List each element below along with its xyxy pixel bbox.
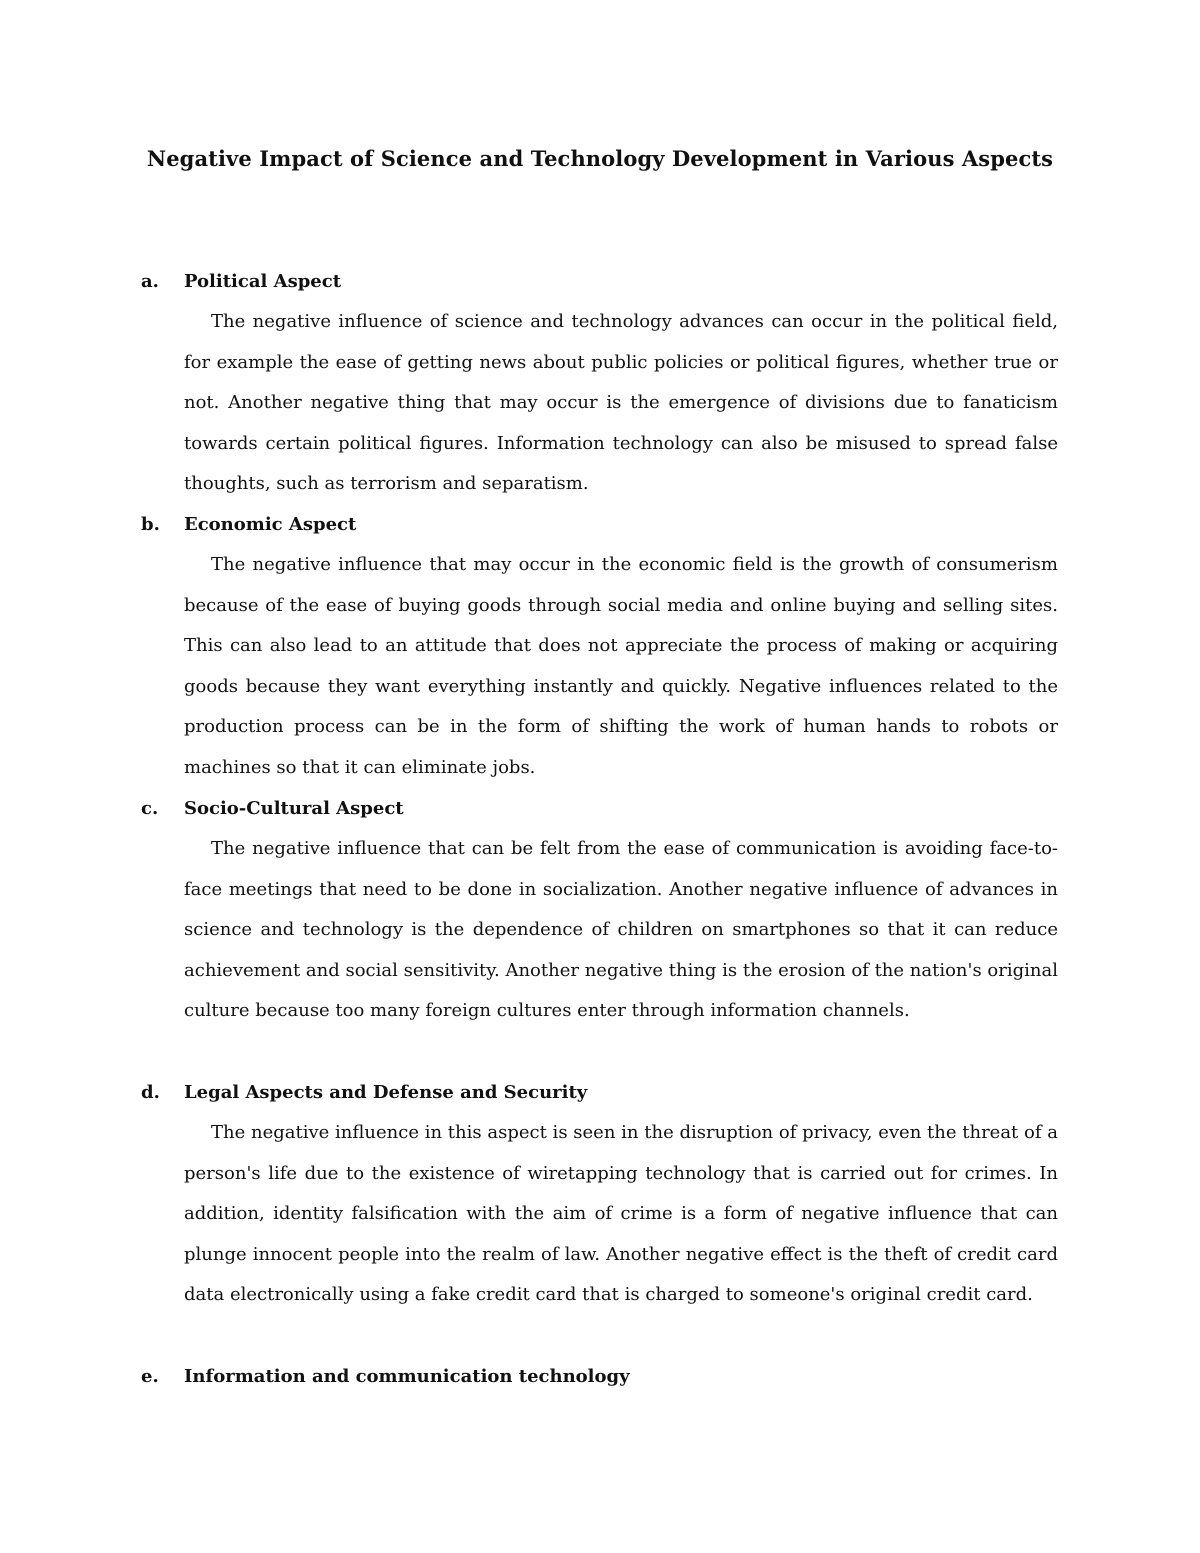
section-heading: Information and communication technology: [184, 1366, 630, 1387]
section-body: The negative influence that may occur in the economic field is the growth of consumerism because of the ease of buying goods through social media and online buying and selling sites. This can also lead to an attitude that does not appreciate the process of making or acquiring goods because they want everything instantly and quickly. Negative influences related to the production process can be in the form of shifting the work of human hands to robots or machines so that it can eliminate jobs.: [184, 554, 1058, 778]
section-body: The negative influence that can be felt from the ease of communication is avoiding face-to-face meetings that need to be done in socialization. Another negative influence of advances in science and technology is the dependence of children on smartphones so that it can reduce achievement and social sensitivity. Another negative thing is the erosion of the nation's original culture because too many foreign cultures enter through information channels.: [184, 838, 1058, 1021]
section-marker: c.: [141, 798, 159, 819]
document-title: Negative Impact of Science and Technology Development in Various Aspects: [146, 146, 1054, 171]
section-marker: a.: [141, 271, 159, 292]
section-heading: Economic Aspect: [184, 514, 357, 535]
section-heading: Socio-Cultural Aspect: [184, 798, 404, 819]
section-marker: e.: [141, 1366, 159, 1387]
section-body: The negative influence of science and technology advances can occur in the political field, for example the ease of getting news about public policies or political figures, whether true or not. Another negative thing that may occur is the emergence of divisions due to fanaticism towards certain political figures. Information technology can also be misused to spread false thoughts, such as terrorism and separatism.: [184, 311, 1058, 494]
section-heading: Political Aspect: [184, 271, 342, 292]
section-heading: Legal Aspects and Defense and Security: [184, 1082, 588, 1103]
section-marker: b.: [141, 514, 160, 535]
section-body: The negative influence in this aspect is seen in the disruption of privacy, even the threat of a person's life due to the existence of wiretapping technology that is carried out for crimes. In addition, identity falsification with the aim of crime is a form of negative influence that can plunge innocent people into the realm of law. Another negative effect is the theft of credit card data electronically using a fake credit card that is charged to someone's original credit card.: [184, 1122, 1058, 1305]
section-marker: d.: [141, 1082, 160, 1103]
